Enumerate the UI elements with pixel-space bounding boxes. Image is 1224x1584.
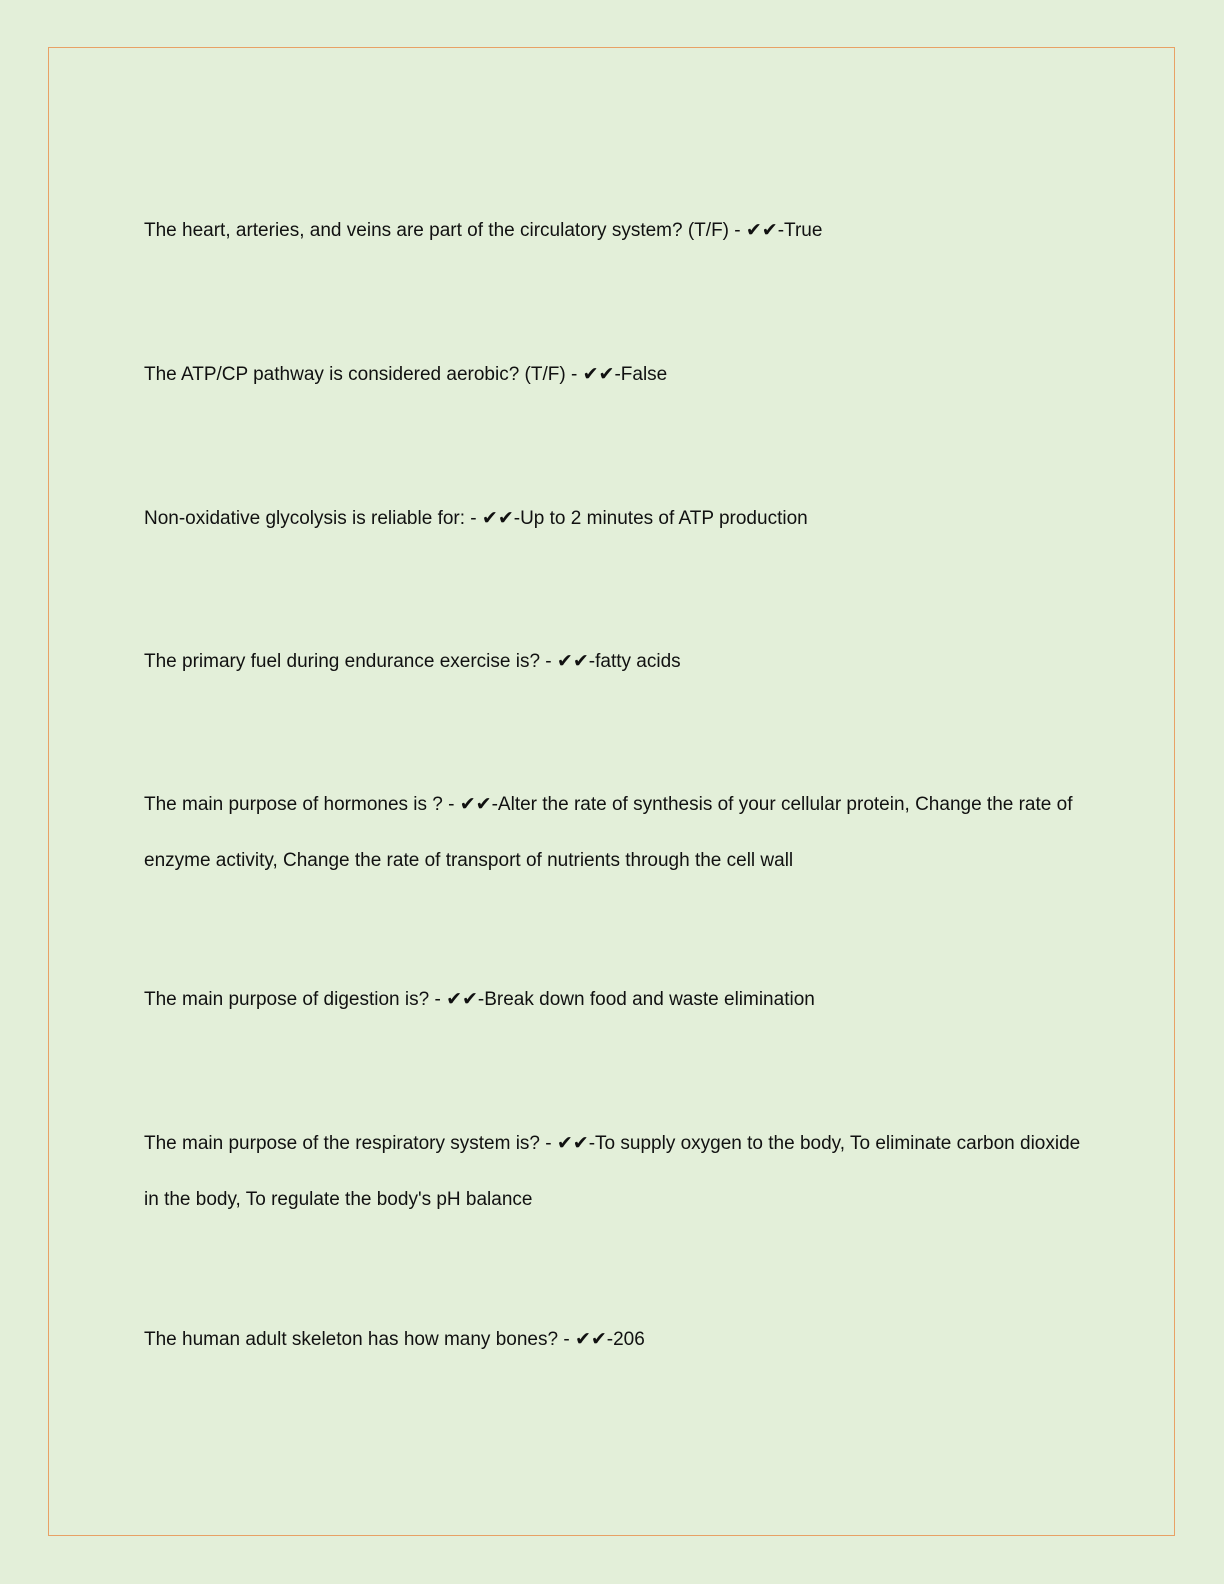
qa-item-hormones xyxy=(144,776,1084,889)
answer-text: -Up to 2 minutes of ATP production xyxy=(513,508,808,529)
question-text: The ATP/CP pathway is considered aerobic? (T/F) - xyxy=(144,364,583,385)
qa-item-atp-cp xyxy=(144,346,1084,403)
check-icon: ✔✔ xyxy=(582,363,615,385)
check-icon: ✔✔ xyxy=(459,793,492,815)
check-icon: ✔✔ xyxy=(556,650,589,672)
check-icon: ✔✔ xyxy=(574,1328,607,1350)
qa-item-glycolysis xyxy=(144,490,1084,547)
answer-text: -False xyxy=(614,364,668,385)
qa-item-endurance-fuel xyxy=(144,633,1084,690)
answer-text: -True xyxy=(777,220,823,241)
check-icon: ✔✔ xyxy=(556,1132,589,1154)
check-icon: ✔✔ xyxy=(745,219,778,241)
qa-item-circulatory xyxy=(144,202,1084,259)
question-text: The main purpose of the respiratory system is? - xyxy=(144,1133,557,1154)
answer-text: -fatty acids xyxy=(588,651,681,672)
check-icon: ✔✔ xyxy=(446,988,478,1010)
answer-text: -Alter the rate of synthesis of your cellular protein, Change the rate of enzyme activity, Change the rate of transport of nutrients through the cell wall xyxy=(144,794,1073,871)
answer-text: -Break down food and waste elimination xyxy=(477,989,815,1010)
answer-text: -To supply oxygen to the body, To eliminate carbon dioxide in the body, To regulate the body's pH balance xyxy=(144,1133,1081,1210)
question-text: The main purpose of digestion is? - xyxy=(144,989,447,1010)
answer-text: -206 xyxy=(606,1329,645,1350)
question-text: The primary fuel during endurance exercise is? - xyxy=(144,651,557,672)
qa-item-digestion xyxy=(144,971,1084,1028)
question-text: The human adult skeleton has how many bones? - xyxy=(144,1329,575,1350)
check-icon: ✔✔ xyxy=(481,507,514,529)
question-text: The heart, arteries, and veins are part of the circulatory system? (T/F) - xyxy=(144,220,746,241)
question-text: Non-oxidative glycolysis is reliable for: - xyxy=(144,508,482,529)
qa-item-skeleton xyxy=(144,1311,1084,1368)
qa-item-respiratory xyxy=(144,1115,1084,1228)
question-text: The main purpose of hormones is ? - xyxy=(144,794,460,815)
